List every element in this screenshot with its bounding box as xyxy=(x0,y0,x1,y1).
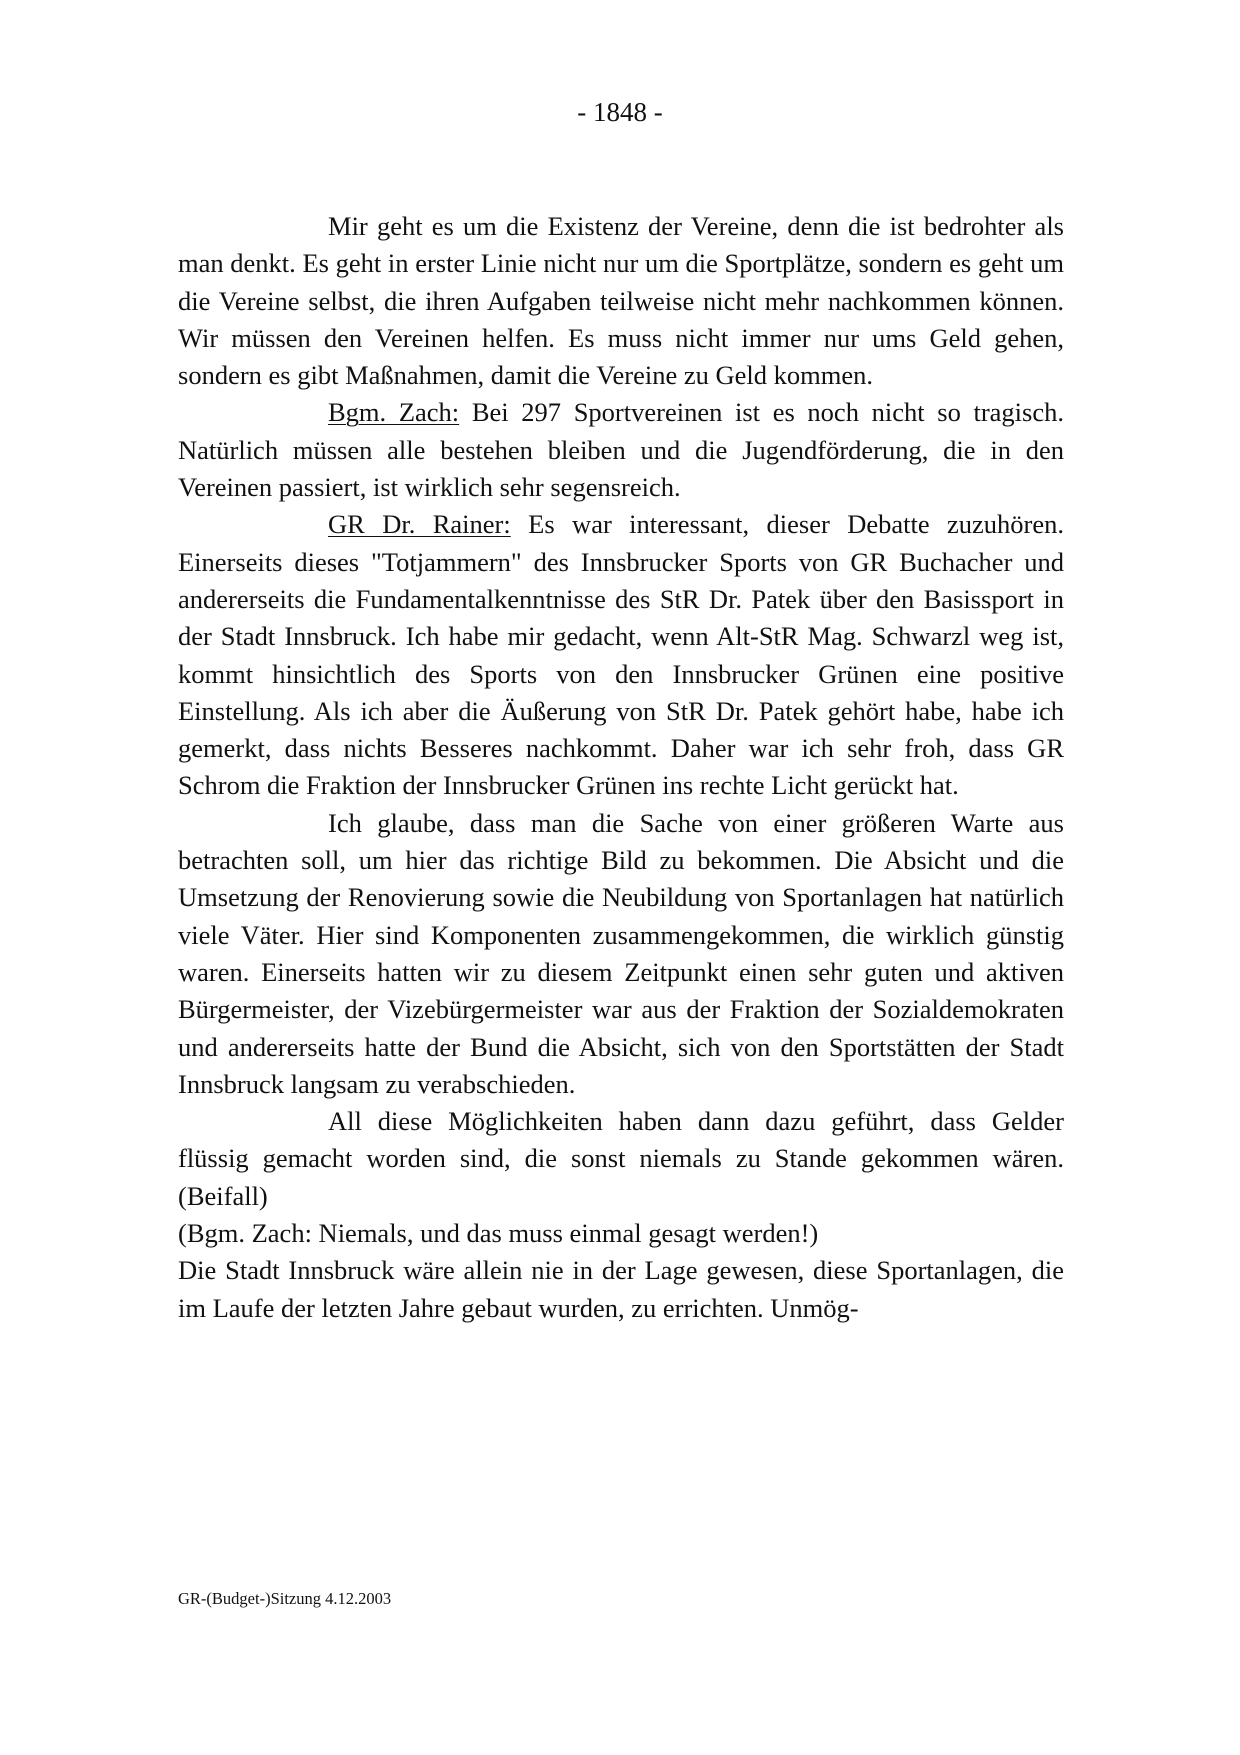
paragraph xyxy=(178,208,1064,394)
paragraph-speech xyxy=(178,506,1064,804)
paragraph-text: (Bgm. Zach: Niemals, und das muss einmal gesagt werden!) xyxy=(178,1218,819,1249)
paragraph-text: Ich glaube, dass man die Sache von einer größeren Warte aus betrachten soll, um hier das richtige Bild zu bekommen. Die Absicht und die Umsetzung der Renovierung sowie die Neubildung von Sportanlagen hat natürlich viele Väter. Hier sind Komponenten zusammengekommen, die wirklich günstig waren. Einerseits hatten wir zu diesem Zeitpunkt einen sehr guten und aktiven Bürgermeister, der Vizebürgermeister war aus der Fraktion der Sozialdemokraten und andererseits hatte der Bund die Absicht, sich von den Sportstätten der Stadt Innsbruck langsam zu verabschieden. xyxy=(178,807,1064,1099)
paragraph-text: All diese Möglichkeiten haben dann dazu geführt, dass Gelder flüssig gemacht worden sind, die sonst niemals zu Stande gekommen wären. (Beifall) xyxy=(178,1106,1064,1211)
speaker-name: Bgm. Zach: xyxy=(328,397,460,428)
paragraph xyxy=(178,1103,1064,1215)
speaker-name: GR Dr. Rainer: xyxy=(328,509,511,540)
paragraph-text: Es war interessant, dieser Debatte zuzuhören. Einerseits dieses "Totjammern" des Innsbrucker Sports von GR Buchacher und andererseits die Fundamentalkenntnisse des StR Dr. Patek über den Basissport in der Stadt Innsbruck. Ich habe mir gedacht, wenn Alt-StR Mag. Schwarzl weg ist, kommt hinsichtlich des Sports von den Innsbrucker Grünen eine positive Einstellung. Als ich aber die Äußerung von StR Dr. Patek gehört habe, habe ich gemerkt, dass nichts Besseres nachkommt. Daher war ich sehr froh, dass GR Schrom die Fraktion der Innsbrucker Grünen ins rechte Licht gerückt hat. xyxy=(178,509,1064,801)
footer-session-label: GR-(Budget-)Sitzung 4.12.2003 xyxy=(178,1589,392,1608)
paragraph xyxy=(178,805,1064,1103)
paragraph xyxy=(178,1252,1064,1327)
paragraph-text: Bei 297 Sportvereinen ist es noch nicht so tragisch. Natürlich müssen alle bestehen bleiben und die Jugendförderung, die in den Vereinen passiert, ist wirklich sehr segensreich. xyxy=(178,397,1064,503)
paragraph-text: Mir geht es um die Existenz der Vereine, denn die ist bedrohter als man denkt. Es geht in erster Linie nicht nur um die Sportplätze, sondern es geht um die Vereine selbst, die ihren Aufgaben teilweise nicht mehr nachkommen können. Wir müssen den Vereinen helfen. Es muss nicht immer nur ums Geld gehen, sondern es gibt Maßnahmen, damit die Vereine zu Geld kommen. xyxy=(178,211,1064,391)
interjection xyxy=(178,1215,1064,1252)
paragraph-speech xyxy=(178,394,1064,506)
page-number: - 1848 - xyxy=(577,97,663,127)
document-body xyxy=(178,208,1064,1327)
paragraph-text: Die Stadt Innsbruck wäre allein nie in der Lage gewesen, diese Sportanlagen, die im Laufe der letzten Jahre gebaut wurden, zu errichten. Unmög- xyxy=(178,1255,1064,1323)
